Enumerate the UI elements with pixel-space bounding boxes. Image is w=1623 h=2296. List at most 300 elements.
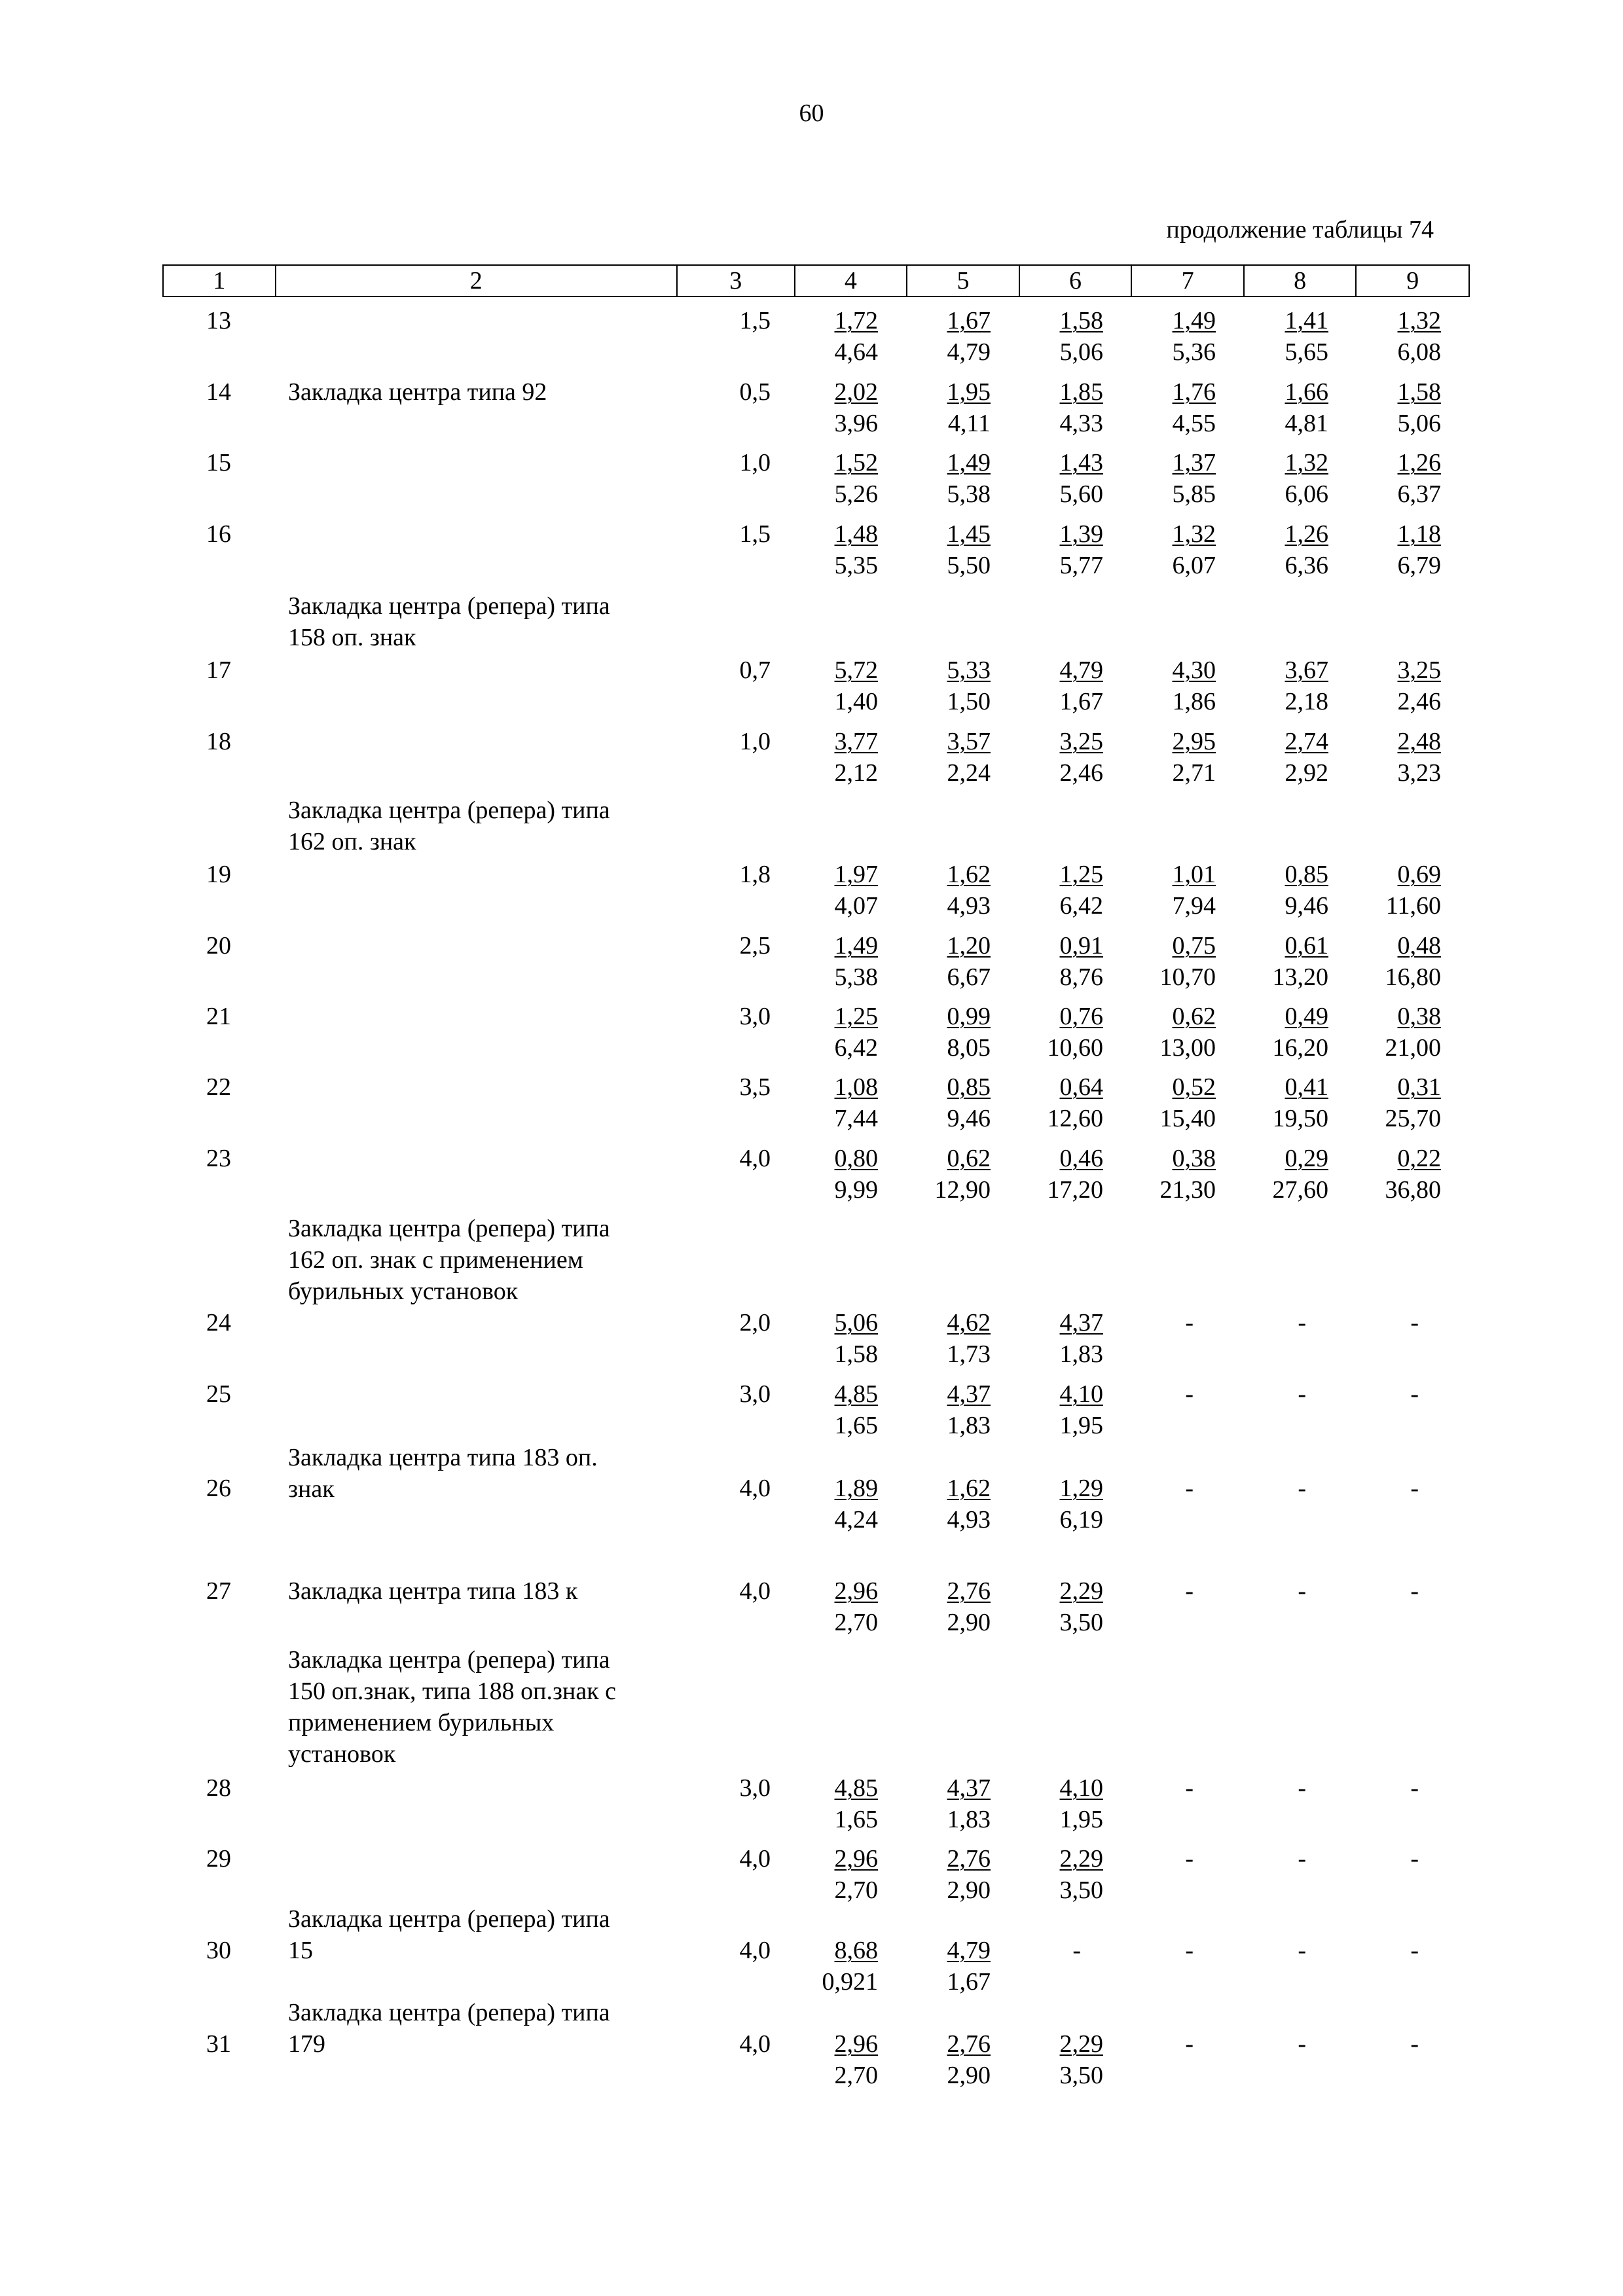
value-denominator: 4,79	[947, 338, 991, 366]
value-fraction	[908, 305, 1021, 368]
header-col-4: 4	[795, 266, 908, 296]
value-denominator: 4,93	[947, 1506, 991, 1534]
value-denominator: 9,99	[834, 1176, 878, 1204]
value-fraction	[1133, 930, 1246, 993]
value-fraction	[1133, 1001, 1246, 1064]
value-numerator: 3,67	[1285, 656, 1328, 684]
value-dash: -	[1185, 1380, 1194, 1408]
value-dash: -	[1298, 1774, 1306, 1802]
value-fraction	[1021, 1071, 1133, 1134]
value-numerator: 2,76	[947, 1845, 991, 1873]
value-fraction	[908, 447, 1021, 510]
value-numerator: 1,26	[1397, 449, 1441, 476]
value-numerator: 0,29	[1285, 1145, 1328, 1172]
value-fraction	[908, 518, 1021, 581]
value-denominator: 4,07	[834, 892, 878, 920]
value-denominator: 6,79	[1397, 552, 1441, 579]
value-denominator: 2,70	[834, 2062, 878, 2089]
value-fraction	[1021, 1843, 1133, 1906]
row-depth: 3,0	[739, 1774, 771, 1802]
value-numerator: 0,49	[1285, 1003, 1328, 1030]
value-numerator: 2,02	[834, 378, 878, 406]
value-fraction	[1359, 655, 1471, 717]
value-fraction	[795, 930, 908, 993]
value-fraction	[908, 1378, 1021, 1441]
value-numerator: 1,43	[1059, 449, 1103, 476]
value-denominator: 5,60	[1059, 480, 1103, 508]
row-depth: 4,0	[739, 1475, 771, 1502]
value-fraction	[908, 376, 1021, 439]
value-fraction	[795, 1575, 908, 1638]
value-dash: -	[1185, 2030, 1194, 2058]
value-denominator: 6,42	[1059, 892, 1103, 920]
row-depth: 1,0	[739, 449, 771, 476]
value-numerator: 0,38	[1397, 1003, 1441, 1030]
header-col-6: 6	[1020, 266, 1133, 296]
value-numerator: 0,61	[1285, 932, 1328, 960]
value-fraction	[1246, 1143, 1359, 1206]
value-denominator: 6,67	[947, 963, 991, 991]
header-col-9: 9	[1406, 267, 1419, 295]
value-fraction	[908, 1307, 1021, 1370]
value-denominator: 6,07	[1172, 552, 1216, 579]
value-denominator: 4,24	[834, 1506, 878, 1534]
value-numerator: 0,76	[1059, 1003, 1103, 1030]
value-fraction	[795, 1935, 908, 1998]
value-dash: -	[1410, 1309, 1419, 1336]
value-numerator: 2,29	[1059, 1577, 1103, 1605]
value-denominator: 8,76	[1059, 963, 1103, 991]
value-fraction	[1021, 1575, 1133, 1638]
value-numerator: 0,46	[1059, 1145, 1103, 1172]
value-fraction	[1246, 447, 1359, 510]
value-dash: -	[1072, 1937, 1081, 1964]
value-numerator: 0,80	[834, 1145, 878, 1172]
value-denominator: 1,83	[1059, 1340, 1103, 1368]
row-number: 22	[206, 1073, 231, 1101]
value-numerator: 1,89	[834, 1475, 878, 1502]
value-numerator: 1,49	[1172, 307, 1216, 334]
value-fraction	[908, 859, 1021, 922]
value-denominator: 11,60	[1385, 892, 1441, 920]
value-fraction	[908, 1935, 1021, 1998]
value-fraction	[1359, 726, 1471, 789]
value-dash: -	[1410, 2030, 1419, 2058]
row-number: 18	[206, 728, 231, 755]
value-denominator: 2,70	[834, 1876, 878, 1904]
value-denominator: 3,96	[834, 410, 878, 437]
value-fraction	[1021, 655, 1133, 717]
value-dash: -	[1298, 1937, 1306, 1964]
value-fraction	[1021, 930, 1133, 993]
value-numerator: 4,62	[947, 1309, 991, 1336]
value-fraction	[795, 1001, 908, 1064]
value-fraction	[1246, 518, 1359, 581]
value-denominator: 4,33	[1059, 410, 1103, 437]
value-numerator: 0,38	[1172, 1145, 1216, 1172]
row-depth: 4,0	[739, 1577, 771, 1605]
value-numerator: 1,72	[834, 307, 878, 334]
value-fraction	[1246, 1001, 1359, 1064]
value-denominator: 5,50	[947, 552, 991, 579]
value-denominator: 1,83	[947, 1412, 991, 1439]
value-fraction	[1246, 1071, 1359, 1134]
value-denominator: 2,46	[1397, 688, 1441, 715]
value-numerator: 2,48	[1397, 728, 1441, 755]
group-label-162-line2: 162 оп. знак	[288, 828, 416, 855]
header-col-8: 8	[1245, 266, 1357, 296]
value-fraction	[1359, 1143, 1471, 1206]
value-fraction	[1133, 859, 1246, 922]
value-denominator: 5,38	[834, 963, 878, 991]
value-denominator: 1,83	[947, 1806, 991, 1833]
value-denominator: 2,92	[1285, 759, 1328, 787]
value-numerator: 4,79	[1059, 656, 1103, 684]
value-numerator: 4,30	[1172, 656, 1216, 684]
value-numerator: 3,57	[947, 728, 991, 755]
header-col-7: 7	[1132, 266, 1245, 296]
value-denominator: 15,40	[1159, 1105, 1216, 1132]
value-fraction	[1359, 376, 1471, 439]
group-label-150-line4: установок	[288, 1740, 396, 1768]
value-dash: -	[1185, 1937, 1194, 1964]
value-numerator: 1,32	[1285, 449, 1328, 476]
value-numerator: 5,72	[834, 656, 878, 684]
row-number: 17	[206, 656, 231, 684]
value-numerator: 1,32	[1397, 307, 1441, 334]
value-numerator: 1,18	[1397, 520, 1441, 548]
value-denominator: 6,19	[1059, 1506, 1103, 1534]
value-denominator: 3,23	[1397, 759, 1441, 787]
value-denominator: 8,05	[947, 1034, 991, 1062]
row-depth: 3,0	[739, 1380, 771, 1408]
value-fraction	[1021, 1143, 1133, 1206]
value-denominator: 1,86	[1172, 688, 1216, 715]
value-numerator: 0,91	[1059, 932, 1103, 960]
value-fraction	[795, 1071, 908, 1134]
row-number: 23	[206, 1145, 231, 1172]
value-denominator: 3,50	[1059, 1876, 1103, 1904]
row-depth: 0,5	[739, 378, 771, 406]
value-numerator: 1,39	[1059, 520, 1103, 548]
value-fraction	[1021, 1307, 1133, 1370]
value-denominator: 6,36	[1285, 552, 1328, 579]
value-numerator: 4,79	[947, 1937, 991, 1964]
value-numerator: 1,58	[1059, 307, 1103, 334]
value-fraction	[1359, 930, 1471, 993]
group-label-162b-line1: Закладка центра (репера) типа	[288, 1215, 610, 1242]
value-fraction	[795, 305, 908, 368]
value-denominator: 19,50	[1272, 1105, 1328, 1132]
value-dash: -	[1185, 1577, 1194, 1605]
value-dash: -	[1185, 1845, 1194, 1873]
value-fraction	[1133, 305, 1246, 368]
value-denominator: 3,50	[1059, 2062, 1103, 2089]
value-fraction	[1246, 376, 1359, 439]
value-denominator: 6,06	[1285, 480, 1328, 508]
value-denominator: 5,77	[1059, 552, 1103, 579]
value-fraction	[1021, 1378, 1133, 1441]
value-denominator: 4,11	[947, 410, 991, 437]
value-numerator: 1,62	[947, 861, 991, 888]
value-denominator: 5,38	[947, 480, 991, 508]
value-denominator: 27,60	[1272, 1176, 1328, 1204]
value-fraction	[908, 1473, 1021, 1535]
page-number: 60	[799, 99, 824, 127]
value-numerator: 8,68	[834, 1937, 878, 1964]
value-fraction	[795, 1473, 908, 1535]
value-fraction	[795, 655, 908, 717]
row-number: 25	[206, 1380, 231, 1408]
value-fraction	[1021, 1001, 1133, 1064]
value-numerator: 2,74	[1285, 728, 1328, 755]
value-numerator: 1,62	[947, 1475, 991, 1502]
value-fraction	[1359, 859, 1471, 922]
group-label-158-line2: 158 оп. знак	[288, 624, 416, 651]
value-fraction	[908, 1143, 1021, 1206]
value-dash: -	[1298, 1577, 1306, 1605]
value-denominator: 3,50	[1059, 1609, 1103, 1636]
value-denominator: 1,65	[834, 1806, 878, 1833]
value-numerator: 2,96	[834, 2030, 878, 2058]
value-numerator: 2,76	[947, 2030, 991, 2058]
value-numerator: 1,58	[1397, 378, 1441, 406]
row-number: 15	[206, 449, 231, 476]
row-depth: 4,0	[739, 1937, 771, 1964]
value-dash: -	[1185, 1309, 1194, 1336]
value-numerator: 1,97	[834, 861, 878, 888]
value-numerator: 2,95	[1172, 728, 1216, 755]
value-fraction	[795, 1378, 908, 1441]
value-denominator: 4,64	[834, 338, 878, 366]
value-numerator: 1,48	[834, 520, 878, 548]
value-denominator: 5,36	[1172, 338, 1216, 366]
table-continuation-caption: продолжение таблицы 74	[1166, 216, 1434, 243]
value-denominator: 9,46	[947, 1105, 991, 1132]
value-dash: -	[1298, 1845, 1306, 1873]
group-label-150-line3: применением бурильных	[288, 1709, 555, 1736]
value-denominator: 7,44	[834, 1105, 878, 1132]
value-fraction	[1021, 376, 1133, 439]
value-numerator: 1,26	[1285, 520, 1328, 548]
row-depth: 2,0	[739, 1309, 771, 1336]
value-fraction	[795, 518, 908, 581]
value-numerator: 0,62	[947, 1145, 991, 1172]
row-number: 19	[206, 861, 231, 888]
row-number: 21	[206, 1003, 231, 1030]
value-fraction	[1133, 655, 1246, 717]
value-fraction	[1133, 447, 1246, 510]
value-dash: -	[1298, 1475, 1306, 1502]
group-label-179-line2: 179	[288, 2030, 325, 2058]
value-denominator: 21,30	[1159, 1176, 1216, 1204]
group-label-183-line2: знак	[288, 1475, 335, 1503]
value-denominator: 9,46	[1285, 892, 1328, 920]
value-numerator: 2,96	[834, 1845, 878, 1873]
value-dash: -	[1410, 1845, 1419, 1873]
value-numerator: 1,37	[1172, 449, 1216, 476]
value-fraction	[1246, 859, 1359, 922]
value-numerator: 0,52	[1172, 1073, 1216, 1101]
value-denominator: 2,46	[1059, 759, 1103, 787]
value-denominator: 13,00	[1159, 1034, 1216, 1062]
value-fraction	[795, 1143, 908, 1206]
row-depth: 1,5	[739, 520, 771, 548]
row-depth: 4,0	[739, 2030, 771, 2058]
value-numerator: 0,22	[1397, 1145, 1441, 1172]
value-denominator: 6,37	[1397, 480, 1441, 508]
value-numerator: 1,52	[834, 449, 878, 476]
row-depth: 3,0	[739, 1003, 771, 1030]
value-fraction	[908, 1772, 1021, 1835]
value-denominator: 1,58	[834, 1340, 878, 1368]
value-fraction	[1021, 447, 1133, 510]
value-numerator: 1,49	[834, 932, 878, 960]
value-numerator: 0,85	[1285, 861, 1328, 888]
value-fraction	[795, 447, 908, 510]
value-numerator: 0,69	[1397, 861, 1441, 888]
row-depth: 3,5	[739, 1073, 771, 1101]
row-depth: 4,0	[739, 1845, 771, 1873]
value-fraction	[1133, 1071, 1246, 1134]
value-denominator: 2,90	[947, 1876, 991, 1904]
value-dash: -	[1185, 1774, 1194, 1802]
row-number: 20	[206, 932, 231, 960]
group-label-158-line1: Закладка центра (репера) типа	[288, 592, 610, 620]
value-denominator: 10,60	[1047, 1034, 1103, 1062]
row-number: 30	[206, 1937, 231, 1964]
value-numerator: 0,75	[1172, 932, 1216, 960]
value-dash: -	[1298, 1309, 1306, 1336]
value-denominator: 7,94	[1172, 892, 1216, 920]
value-denominator: 0,921	[822, 1968, 878, 1996]
value-fraction	[1021, 726, 1133, 789]
value-fraction	[908, 1001, 1021, 1064]
value-dash: -	[1410, 1937, 1419, 1964]
value-numerator: 4,37	[947, 1380, 991, 1408]
value-denominator: 2,71	[1172, 759, 1216, 787]
value-fraction	[1359, 305, 1471, 368]
value-denominator: 16,80	[1385, 963, 1441, 991]
value-denominator: 2,70	[834, 1609, 878, 1636]
row-depth: 1,0	[739, 728, 771, 755]
header-col-1: 1	[164, 266, 276, 296]
value-dash: -	[1410, 1380, 1419, 1408]
value-dash: -	[1298, 1380, 1306, 1408]
header-col-3: 3	[678, 266, 795, 296]
value-numerator: 5,33	[947, 656, 991, 684]
value-denominator: 5,06	[1059, 338, 1103, 366]
value-numerator: 0,48	[1397, 932, 1441, 960]
group-label-162-line1: Закладка центра (репера) типа	[288, 797, 610, 824]
value-fraction	[1133, 376, 1246, 439]
value-denominator: 1,50	[947, 688, 991, 715]
value-fraction	[795, 1307, 908, 1370]
value-numerator: 0,85	[947, 1073, 991, 1101]
value-numerator: 1,29	[1059, 1475, 1103, 1502]
value-numerator: 1,66	[1285, 378, 1328, 406]
value-fraction	[908, 2028, 1021, 2091]
value-denominator: 2,18	[1285, 688, 1328, 715]
value-numerator: 1,95	[947, 378, 991, 406]
header-col-5: 5	[907, 266, 1020, 296]
header-col-2: 2	[276, 266, 678, 296]
row-number: 14	[206, 378, 231, 406]
row-depth: 2,5	[739, 932, 771, 960]
value-denominator: 2,12	[834, 759, 878, 787]
value-fraction	[1133, 726, 1246, 789]
value-numerator: 0,31	[1397, 1073, 1441, 1101]
value-numerator: 2,96	[834, 1577, 878, 1605]
value-numerator: 0,41	[1285, 1073, 1328, 1101]
value-numerator: 0,64	[1059, 1073, 1103, 1101]
value-denominator: 17,20	[1047, 1176, 1103, 1204]
value-fraction	[1133, 1143, 1246, 1206]
value-denominator: 36,80	[1385, 1176, 1441, 1204]
value-denominator: 13,20	[1272, 963, 1328, 991]
value-numerator: 4,10	[1059, 1380, 1103, 1408]
value-fraction	[1359, 1071, 1471, 1134]
value-numerator: 5,06	[834, 1309, 878, 1336]
value-denominator: 1,40	[834, 688, 878, 715]
value-fraction	[1246, 655, 1359, 717]
value-fraction	[795, 1843, 908, 1906]
value-numerator: 1,49	[947, 449, 991, 476]
value-denominator: 12,90	[934, 1176, 991, 1204]
value-denominator: 1,67	[1059, 688, 1103, 715]
value-denominator: 6,08	[1397, 338, 1441, 366]
value-fraction	[795, 1772, 908, 1835]
value-numerator: 4,85	[834, 1380, 878, 1408]
value-numerator: 1,20	[947, 932, 991, 960]
value-denominator: 1,95	[1059, 1412, 1103, 1439]
value-numerator: 3,77	[834, 728, 878, 755]
value-fraction	[1021, 1473, 1133, 1535]
value-fraction	[1021, 305, 1133, 368]
row-number: 13	[206, 307, 231, 334]
value-fraction	[1359, 447, 1471, 510]
row-number: 24	[206, 1309, 231, 1336]
value-numerator: 1,25	[834, 1003, 878, 1030]
row-depth: 0,7	[739, 656, 771, 684]
value-fraction	[1246, 930, 1359, 993]
value-numerator: 0,99	[947, 1003, 991, 1030]
row-number: 27	[206, 1577, 231, 1605]
value-fraction	[908, 1843, 1021, 1906]
value-fraction	[795, 859, 908, 922]
value-fraction	[795, 726, 908, 789]
value-fraction	[908, 726, 1021, 789]
group-label-183-line1: Закладка центра типа 183 оп.	[288, 1444, 598, 1471]
value-fraction	[1359, 1001, 1471, 1064]
value-denominator: 21,00	[1385, 1034, 1441, 1062]
value-denominator: 5,85	[1172, 480, 1216, 508]
value-numerator: 2,29	[1059, 1845, 1103, 1873]
table-header-row	[162, 264, 1470, 297]
group-label-15-line2: 15	[288, 1937, 313, 1964]
value-numerator: 0,62	[1172, 1003, 1216, 1030]
value-denominator: 1,65	[834, 1412, 878, 1439]
value-fraction	[908, 930, 1021, 993]
value-numerator: 4,37	[1059, 1309, 1103, 1336]
row-number: 16	[206, 520, 231, 548]
value-dash: -	[1410, 1475, 1419, 1502]
value-denominator: 2,24	[947, 759, 991, 787]
value-denominator: 5,26	[834, 480, 878, 508]
value-numerator: 4,85	[834, 1774, 878, 1802]
value-denominator: 4,81	[1285, 410, 1328, 437]
value-numerator: 1,25	[1059, 861, 1103, 888]
